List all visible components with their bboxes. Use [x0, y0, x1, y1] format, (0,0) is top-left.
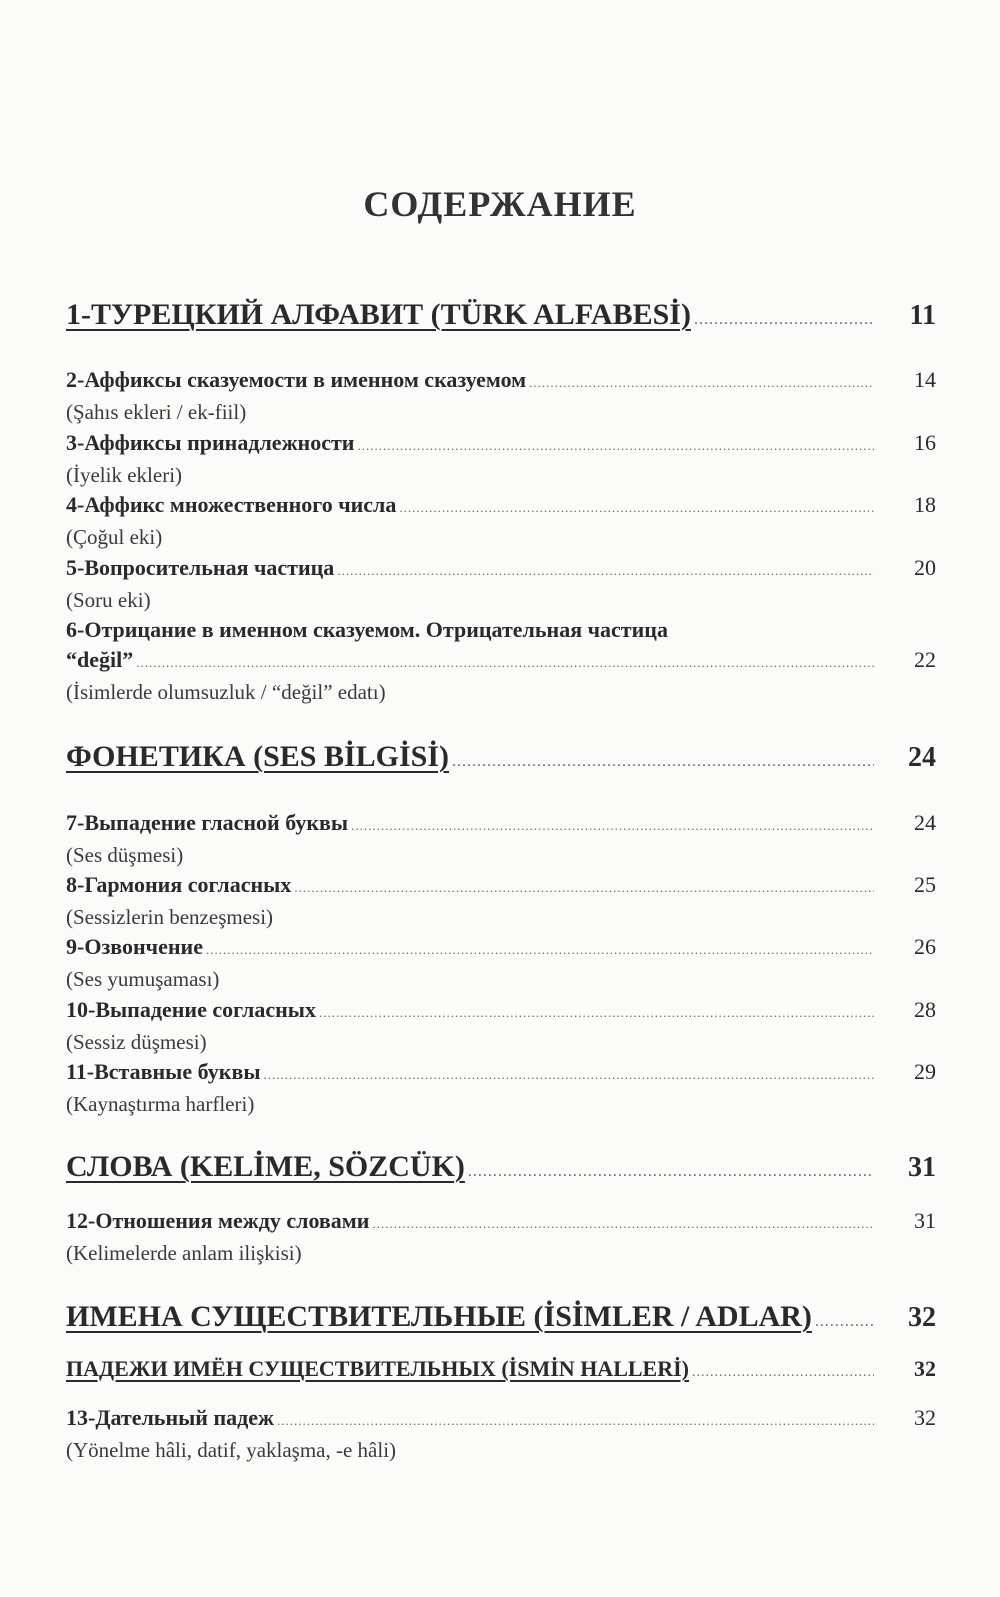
item-note: (İsimlerde olumsuzluk / “değil” edatı): [66, 680, 386, 704]
dot-leader: [468, 1163, 874, 1181]
item-note: (Sessizlerin benzeşmesi): [66, 905, 274, 929]
item-title: 12-Отношения между словами: [66, 1208, 370, 1233]
toc-item[interactable]: [66, 367, 936, 393]
page-number: 24: [914, 810, 936, 835]
page-number: 14: [914, 367, 936, 392]
item-note: (Kelimelerde anlam ilişkisi): [66, 1241, 302, 1265]
toc-item[interactable]: [66, 1208, 936, 1234]
toc-item[interactable]: [66, 810, 936, 836]
dot-leader: [357, 438, 874, 454]
toc-item[interactable]: [66, 1405, 936, 1431]
dot-leader: [815, 1313, 874, 1331]
page-title: СОДЕРЖАНИЕ: [363, 184, 637, 224]
item-title: 3-Аффиксы принадлежности: [66, 430, 355, 455]
page-number: 31: [914, 1208, 936, 1233]
toc-item[interactable]: [66, 997, 936, 1023]
section-title: 1-ТУРЕЦКИЙ АЛФАВИТ (TÜRK ALFABESİ): [66, 298, 691, 331]
dot-leader: [319, 1005, 874, 1021]
toc-item[interactable]: [66, 555, 936, 581]
page-number: 18: [914, 492, 936, 517]
dot-leader: [372, 1216, 874, 1232]
page-number: 20: [914, 555, 936, 580]
toc-item[interactable]: [66, 872, 936, 898]
dot-leader: [136, 655, 874, 671]
toc-item[interactable]: [66, 1059, 936, 1085]
toc-item[interactable]: [66, 492, 936, 518]
dot-leader: [206, 942, 874, 958]
toc-item[interactable]: [66, 934, 936, 960]
item-title: 13-Дательный падеж: [66, 1405, 274, 1430]
item-title: 2-Аффиксы сказуемости в именном сказуемом: [66, 367, 527, 392]
item-note: (Ses yumuşaması): [66, 967, 220, 991]
page-number: 29: [914, 1059, 936, 1084]
item-title-line1[interactable]: 6-Отрицание в именном сказуемом. Отрицательная частица: [66, 617, 668, 642]
page-number: 31: [908, 1152, 936, 1183]
dot-leader: [692, 1365, 874, 1381]
item-title: 9-Озвончение: [66, 934, 203, 959]
page-number: 25: [914, 872, 936, 897]
item-title: “değil”: [66, 647, 134, 672]
toc-item[interactable]: [66, 430, 936, 456]
section-title: ПАДЕЖИ ИМЁН СУЩЕСТВИТЕЛЬНЫХ (İSMİN HALLERİ): [66, 1356, 689, 1381]
item-title: 10-Выпадение согласных: [66, 997, 316, 1022]
toc-item[interactable]: [66, 647, 936, 673]
item-title: 8-Гармония согласных: [66, 872, 292, 897]
item-note: (Sessiz düşmesi): [66, 1030, 207, 1054]
page-number: 28: [914, 997, 936, 1022]
dot-leader: [277, 1413, 874, 1429]
dot-leader: [294, 880, 874, 896]
item-note: (Soru eki): [66, 588, 151, 612]
section-title: СЛОВА (KELİME, SÖZCÜK): [66, 1150, 465, 1183]
item-title: 11-Вставные буквы: [66, 1059, 261, 1084]
dot-leader: [351, 818, 874, 834]
dot-leader: [529, 375, 874, 391]
dot-leader: [452, 753, 874, 771]
dot-leader: [399, 500, 874, 516]
page-number: 24: [908, 742, 936, 773]
toc-section-words[interactable]: [66, 1150, 936, 1184]
section-title: ИМЕНА СУЩЕСТВИТЕЛЬНЫЕ (İSİMLER / ADLAR): [66, 1300, 812, 1333]
item-note: (Ses düşmesi): [66, 843, 184, 867]
item-note: (Çoğul eki): [66, 525, 163, 549]
page-number: 32: [914, 1405, 936, 1430]
dot-leader: [264, 1067, 874, 1083]
toc-subsection-cases[interactable]: [66, 1356, 936, 1382]
toc-section-alphabet[interactable]: [66, 298, 936, 332]
dot-leader: [694, 311, 874, 329]
page-number: 32: [908, 1302, 936, 1333]
item-note: (İyelik ekleri): [66, 463, 183, 487]
page-number: 11: [909, 300, 936, 331]
item-note: (Şahıs ekleri / ek-fiil): [66, 400, 247, 424]
item-title: 7-Выпадение гласной буквы: [66, 810, 349, 835]
item-title: 5-Вопросительная частица: [66, 555, 335, 580]
item-title: 4-Аффикс множественного числа: [66, 492, 397, 517]
toc-section-phonetics[interactable]: [66, 740, 936, 774]
page-number: 22: [914, 647, 936, 672]
item-note: (Yönelme hâli, datif, yaklaşma, -e hâli): [66, 1438, 397, 1462]
page-number: 16: [914, 430, 936, 455]
page-number: 26: [914, 934, 936, 959]
section-title: ФОНЕТИКА (SES BİLGİSİ): [66, 740, 449, 773]
toc-section-nouns[interactable]: [66, 1300, 936, 1334]
dot-leader: [337, 563, 874, 579]
item-note: (Kaynaştırma harfleri): [66, 1092, 255, 1116]
page-number: 32: [914, 1356, 936, 1381]
